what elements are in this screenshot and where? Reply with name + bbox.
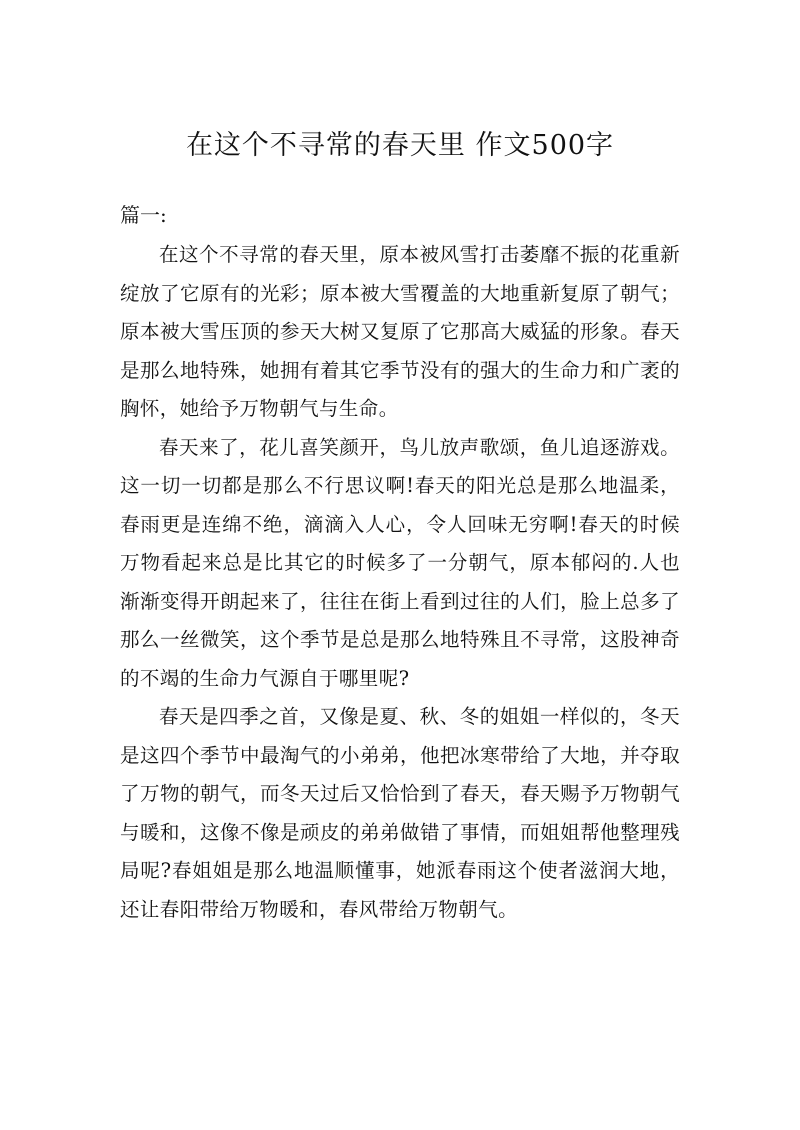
paragraph-1: 在这个不寻常的春天里，原本被风雪打击萎靡不振的花重新绽放了它原有的光彩；原本被大雪覆盖的大地重新复原了朝气；原本被大雪压顶的参天大树又复原了它那高大威猛的形象。春天是那么地特殊，她拥有着其它季节没有的强大的生命力和广袤的胸怀，她给予万物朝气与生命。 — [120, 243, 680, 420]
section-label: 篇一: — [120, 203, 167, 227]
paragraph-3: 春天是四季之首，又像是夏、秋、冬的姐姐一样似的，冬天是这四个季节中最淘气的小弟弟，他把冰寒带给了大地，并夺取了万物的朝气，而冬天过后又恰恰到了春天，春天赐予万物朝气与暖和，这像不像是顽皮的弟弟做错了事情，而姐姐帮他整理残局呢?春姐姐是那么地温顺懂事，她派春雨这个使者滋润大地，还让春阳带给万物暖和，春风带给万物朝气。 — [120, 705, 680, 921]
document-body — [120, 236, 680, 929]
paragraph-2: 春天来了，花儿喜笑颜开，鸟儿放声歌颂，鱼儿追逐游戏。这一切一切都是那么不行思议啊!春天的阳光总是那么地温柔，春雨更是连绵不绝，滴滴入人心，令人回味无穷啊!春天的时候万物看起来总是比其它的时候多了一分朝气，原本郁闷的.人也渐渐变得开朗起来了，往往在街上看到过往的人们，脸上总多了那么一丝微笑，这个季节是总是那么地特殊且不寻常，这股神奇的不竭的生命力气源自于哪里呢? — [120, 435, 680, 690]
document-title: 在这个不寻常的春天里 作文500字 — [185, 130, 615, 161]
